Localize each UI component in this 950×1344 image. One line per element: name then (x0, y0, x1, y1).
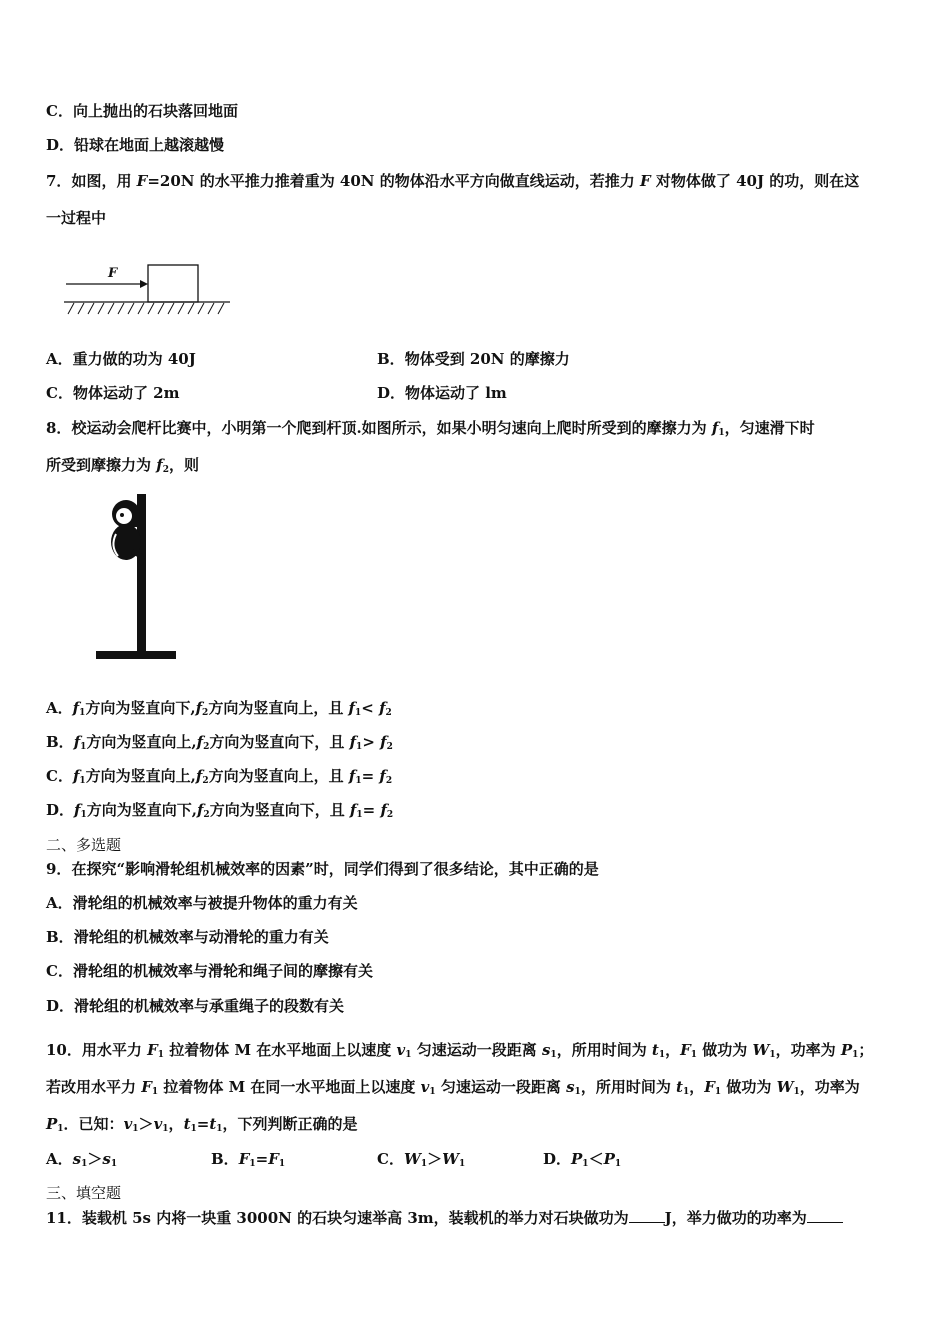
f1-symbol: f (72, 767, 80, 785)
option-label: B． (46, 928, 74, 946)
text: ，下列判断正确的是 (222, 1115, 358, 1133)
symbol: t (209, 1115, 217, 1133)
q8-stem-part: 所受到摩擦力为 (46, 456, 157, 474)
text: ，所用时间为 (556, 1041, 652, 1059)
option-text: 方向为竖直向下, (86, 801, 197, 819)
q8-option-a (46, 698, 392, 723)
subscript: 1 (356, 810, 363, 820)
text: ， (665, 1041, 681, 1059)
relation: ＞ (87, 1150, 103, 1168)
q9-option-d (46, 996, 344, 1016)
option-text: 方向为竖直向下，且 (209, 733, 350, 751)
q11-stem-text: J，举力做功的功率为 (664, 1209, 807, 1227)
subscript: 1 (355, 776, 362, 786)
subscript: 1 (79, 708, 86, 718)
subscript: 1 (79, 776, 86, 786)
force-symbol: F (639, 172, 651, 190)
subscript: 1 (690, 1050, 698, 1060)
symbol: F (680, 1041, 691, 1059)
symbol: v (153, 1115, 163, 1133)
pole-base (96, 651, 176, 659)
text: ； (858, 1041, 874, 1059)
q9-stem-text: 在探究“影响滑轮组机械效率的因素”时，同学们得到了很多结论，其中正确的是 (71, 860, 599, 878)
subscript: 1 (405, 1050, 412, 1060)
ground-hatching (68, 303, 224, 314)
q7-stem-part: 如图，用 (71, 172, 137, 190)
arrow-head-icon (140, 280, 148, 288)
q11-stem (46, 1208, 843, 1228)
symbol: s (541, 1041, 551, 1059)
relation: = (362, 801, 376, 819)
option-label: B． (377, 350, 405, 368)
symbol: t (183, 1115, 191, 1133)
f2-symbol: f (379, 767, 386, 785)
f2-symbol: f (196, 733, 204, 751)
q8-stem-part: ，则 (168, 456, 199, 474)
q9-option-b (46, 927, 329, 947)
subscript: 2 (385, 776, 393, 786)
symbol: F (147, 1041, 158, 1059)
text: 用水平力 (81, 1041, 148, 1059)
text: = (196, 1115, 210, 1133)
subscript: 1 (157, 1050, 165, 1060)
question-number: 9． (46, 860, 72, 878)
subscript: 2 (203, 810, 210, 820)
f2-symbol: f (196, 801, 204, 819)
option-text: 滑轮组的机械效率与动滑轮的重力有关 (73, 928, 329, 946)
answer-blank[interactable] (629, 1208, 665, 1223)
option-label: C． (377, 1150, 404, 1168)
subscript: 1 (57, 1124, 64, 1134)
symbol: v (123, 1115, 133, 1133)
q10-stem-line3 (46, 1114, 358, 1139)
f2-symbol: f (195, 767, 203, 785)
symbol: F (238, 1150, 250, 1168)
subscript: 1 (162, 1124, 169, 1134)
option-label: C． (46, 767, 73, 785)
text: 做功为 (697, 1041, 753, 1059)
option-text: 重力做的功为 40J (72, 350, 196, 368)
q8-option-b (46, 732, 393, 757)
relation: ＞ (427, 1150, 443, 1168)
symbol: F (268, 1150, 279, 1168)
text: 拉着物体 M 在同一水平地面上以速度 (158, 1078, 421, 1096)
subscript: 1 (132, 1124, 139, 1134)
option-label: A． (46, 1150, 73, 1168)
symbol: W (403, 1150, 421, 1168)
subscript: 1 (81, 1159, 88, 1169)
subscript: 1 (355, 708, 362, 718)
symbol: v (396, 1041, 406, 1059)
q7-stem-part: =20N 的水平推力推着重为 40N 的物体沿水平方向做直线运动，若推力 (147, 172, 640, 190)
option-label: C． (46, 962, 73, 980)
option-text: 物体受到 20N 的摩擦力 (404, 350, 570, 368)
friction-symbol: f (156, 456, 163, 474)
subscript: 1 (793, 1087, 800, 1097)
f1-symbol: f (73, 733, 81, 751)
q9-option-a (46, 893, 358, 913)
subscript: 1 (278, 1159, 286, 1169)
subscript: 1 (110, 1159, 118, 1169)
block (148, 265, 198, 302)
symbol: P (571, 1150, 583, 1168)
option-label: D． (46, 801, 75, 819)
section-heading: 二、多选题 (46, 836, 122, 854)
option-label: D． (543, 1150, 572, 1168)
option-text: 滑轮组的机械效率与被提升物体的重力有关 (72, 894, 358, 912)
subscript: 1 (356, 742, 363, 752)
text: 若改用水平力 (46, 1078, 142, 1096)
answer-blank[interactable] (807, 1208, 843, 1223)
symbol: P (46, 1115, 58, 1133)
text: ，所用时间为 (580, 1078, 677, 1096)
subscript: 2 (202, 776, 209, 786)
option-text: 滑轮组的机械效率与滑轮和绳子间的摩擦有关 (72, 962, 373, 980)
f2-symbol: f (379, 699, 386, 717)
q10-option-d (543, 1149, 621, 1174)
q6-option-c (46, 101, 238, 121)
q10-option-c (377, 1149, 465, 1174)
text: ．已知： (63, 1115, 124, 1133)
option-label: D． (46, 136, 75, 154)
subscript: 2 (386, 742, 393, 752)
q11-stem-text: 装载机 5s 内将一块重 3000N 的石块匀速举高 3m，装载机的举力对石块做功为 (81, 1209, 629, 1227)
subscript: 1 (769, 1050, 776, 1060)
subscript: 1 (550, 1050, 557, 1060)
option-text: 滑轮组的机械效率与承重绳子的段数有关 (74, 997, 345, 1015)
q9-option-c (46, 961, 373, 981)
option-text: 方向为竖直向上，且 (208, 699, 349, 717)
option-label: A． (46, 699, 73, 717)
f1-symbol: f (74, 801, 81, 819)
relation: < (361, 699, 374, 717)
relation: ＜ (588, 1150, 604, 1168)
question-number: 10． (46, 1041, 82, 1059)
option-text: 方向为竖直向下，且 (209, 801, 350, 819)
subscript: 2 (386, 810, 394, 820)
subscript: 1 (658, 1050, 666, 1060)
relation: > (362, 733, 375, 751)
symbol: P (840, 1041, 853, 1059)
symbol: s (566, 1078, 575, 1096)
f1-symbol: f (348, 767, 356, 785)
option-text: 向上抛出的石块落回地面 (72, 102, 238, 120)
symbol: t (651, 1041, 659, 1059)
subscript: 2 (202, 708, 209, 718)
subscript: 1 (151, 1087, 159, 1097)
q8-option-d (46, 800, 393, 825)
q8-stem-line2 (46, 455, 199, 480)
option-label: C． (46, 384, 73, 402)
q7-option-c (46, 383, 180, 403)
question-number: 11． (46, 1209, 82, 1227)
subscript: 1 (216, 1124, 223, 1134)
q8-pole-climber-figure (92, 490, 182, 662)
f2-symbol: f (380, 801, 387, 819)
q7-stem-part: 对物体做了 40J 的功，则在这 (650, 172, 860, 190)
subscript: 1 (249, 1159, 256, 1169)
q7-option-a (46, 349, 196, 369)
subscript: 1 (852, 1050, 859, 1060)
relation: = (255, 1150, 269, 1168)
symbol: P (603, 1150, 615, 1168)
symbol: F (704, 1078, 715, 1096)
text: ， (689, 1078, 705, 1096)
symbol: F (141, 1078, 152, 1096)
option-text: 铅球在地面上越滚越慢 (74, 136, 225, 154)
relation: = (361, 767, 375, 785)
option-label: D． (46, 997, 75, 1015)
subscript: 1 (80, 810, 87, 820)
text: ，功率为 (775, 1041, 841, 1059)
symbol: W (752, 1041, 770, 1059)
friction-symbol: f (711, 419, 719, 437)
text: 拉着物体 M 在水平地面上以速度 (164, 1041, 397, 1059)
q8-stem (46, 418, 815, 443)
text: ， (168, 1115, 184, 1133)
subscript: 1 (80, 742, 87, 752)
q8-stem-part: ，匀速滑下时 (724, 419, 815, 437)
q7-stem (46, 171, 859, 191)
subscript: 1 (458, 1159, 466, 1169)
q9-stem (46, 859, 599, 879)
subscript: 1 (574, 1087, 581, 1097)
q7-option-b (377, 349, 570, 369)
option-label: D． (377, 384, 406, 402)
subscript: 1 (582, 1159, 589, 1169)
text: ＞ (138, 1115, 154, 1133)
text: ，功率为 (799, 1078, 860, 1096)
text: 做功为 (721, 1078, 777, 1096)
option-text: 方向为竖直向上, (85, 767, 196, 785)
option-text: 物体运动了 2m (72, 384, 180, 402)
f2-symbol: f (195, 699, 203, 717)
q8-option-c (46, 766, 392, 791)
option-text: 物体运动了 lm (405, 384, 507, 402)
q8-stem-part: 校运动会爬杆比赛中，小明第一个爬到杆顶.如图所示，如果小明匀速向上爬时所受到的摩擦力为 (71, 419, 712, 437)
option-text: 方向为竖直向上，且 (208, 767, 349, 785)
f1-symbol: f (349, 801, 357, 819)
section-heading: 三、填空题 (46, 1184, 122, 1202)
option-label: A． (46, 894, 73, 912)
symbol: s (72, 1150, 82, 1168)
force-symbol: F (136, 172, 148, 190)
option-label: A． (46, 350, 73, 368)
climber-icon (111, 500, 142, 564)
q7-option-d (377, 383, 507, 403)
text: 匀速运动一段距离 (435, 1078, 567, 1096)
option-label: B． (211, 1150, 239, 1168)
symbol: v (420, 1078, 430, 1096)
q10-stem-line2 (46, 1077, 860, 1102)
option-label: C． (46, 102, 73, 120)
q10-option-b (211, 1149, 285, 1174)
f1-symbol: f (348, 699, 355, 717)
q7-force-diagram (60, 258, 235, 320)
subscript: 1 (429, 1087, 436, 1097)
q10-stem-line1 (46, 1040, 873, 1065)
option-label: B． (46, 733, 74, 751)
symbol: W (442, 1150, 459, 1168)
subscript: 1 (190, 1124, 197, 1134)
subscript: 2 (385, 708, 392, 718)
q10-option-a (46, 1149, 117, 1174)
force-label: F (108, 266, 118, 281)
f1-symbol: f (349, 733, 357, 751)
question-number: 7． (46, 172, 72, 190)
f2-symbol: f (380, 733, 387, 751)
question-number: 8． (46, 419, 72, 437)
subscript: 2 (203, 742, 210, 752)
subscript: 1 (714, 1087, 722, 1097)
option-text: 方向为竖直向上, (86, 733, 197, 751)
symbol: s (102, 1150, 111, 1168)
q7-stem-line2: 一过程中 (46, 209, 107, 227)
symbol: t (676, 1078, 683, 1096)
subscript: 1 (614, 1159, 622, 1169)
text: 匀速运动一段距离 (411, 1041, 542, 1059)
subscript: 1 (718, 428, 725, 438)
subscript: 1 (682, 1087, 690, 1097)
subscript: 1 (420, 1159, 428, 1169)
q6-option-d (46, 135, 224, 155)
f1-symbol: f (72, 699, 80, 717)
option-text: 方向为竖直向下, (85, 699, 196, 717)
subscript: 2 (162, 465, 169, 475)
symbol: W (776, 1078, 794, 1096)
